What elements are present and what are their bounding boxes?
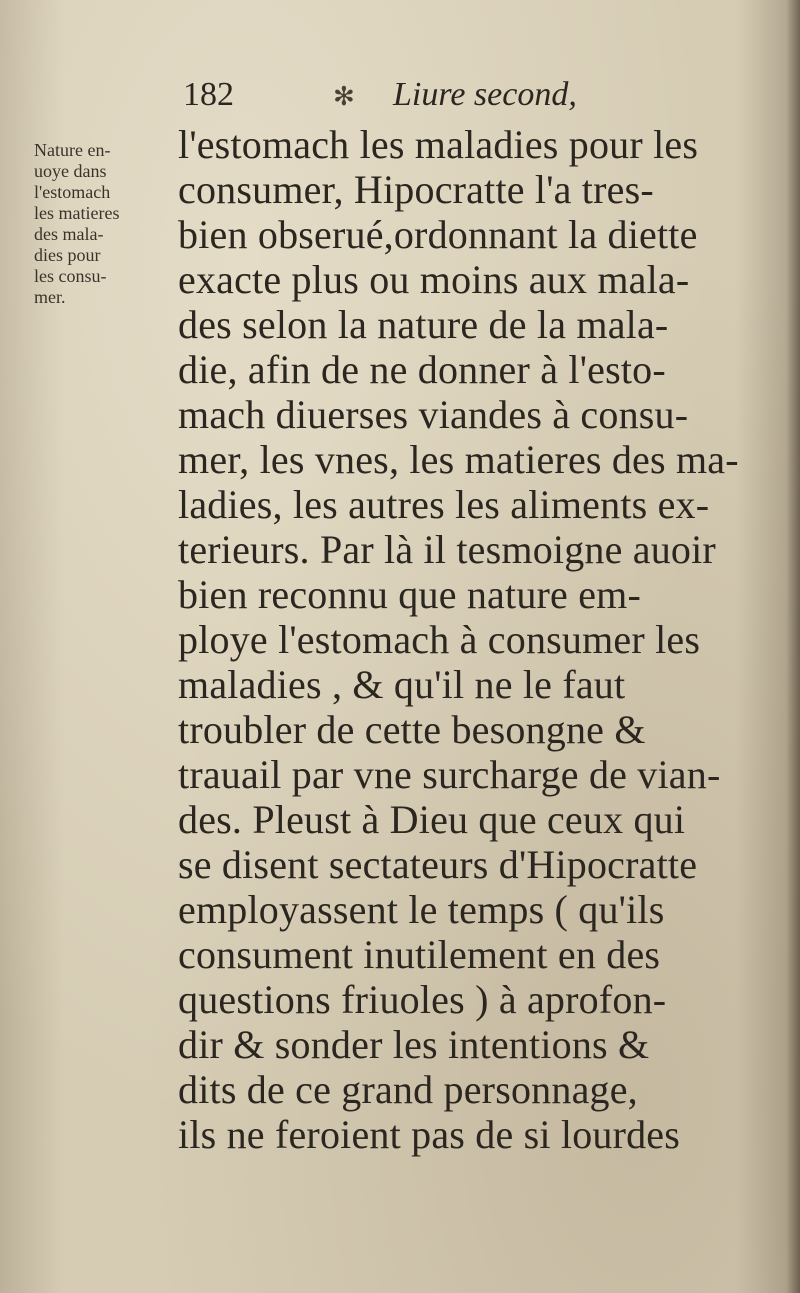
running-head [183, 72, 703, 116]
ornament-icon: ✻ [333, 82, 355, 112]
marginal-note [34, 140, 174, 308]
text-line: se disent sectateurs d'Hipocratte [178, 842, 698, 887]
text-line: des selon la nature de la mala- [178, 302, 669, 347]
marginal-note-line: Nature en- [34, 140, 111, 160]
marginal-note-line: des mala- [34, 224, 104, 244]
text-line: mach diuerses viandes à consu- [178, 392, 689, 437]
page-edge-shadow [786, 0, 800, 1293]
text-line: l'estomach les maladies pour les [178, 122, 699, 167]
text-line: trauail par vne surcharge de vian- [178, 752, 721, 797]
text-line: dir & sonder les intentions & [178, 1022, 650, 1067]
text-line: exacte plus ou moins aux mala- [178, 257, 690, 302]
text-line: die, afin de ne donner à l'esto- [178, 347, 666, 392]
text-line: questions friuoles ) à aprofon- [178, 977, 667, 1022]
text-line: ploye l'estomach à consumer les [178, 617, 701, 662]
body-text [178, 122, 738, 1157]
text-line: employassent le temps ( qu'ils [178, 887, 665, 932]
text-line: bien reconnu que nature em- [178, 572, 641, 617]
text-line: dits de ce grand personnage, [178, 1067, 638, 1112]
running-title: Liure second, [393, 76, 577, 113]
text-line: troubler de cette besongne & [178, 707, 646, 752]
text-line: mer, les vnes, les matieres des ma- [178, 437, 739, 482]
marginal-note-line: uoye dans [34, 161, 107, 181]
marginal-note-line: les matieres [34, 203, 120, 223]
text-line: consument inutilement en des [178, 932, 661, 977]
marginal-note-line: l'estomach [34, 182, 111, 202]
marginal-note-line: les consu- [34, 266, 107, 286]
text-line: consumer, Hipocratte l'a tres- [178, 167, 654, 212]
marginal-note-line: mer. [34, 287, 66, 307]
text-line: terieurs. Par là il tesmoigne auoir [178, 527, 716, 572]
text-line: maladies , & qu'il ne le faut [178, 662, 626, 707]
text-line: bien obserué,ordonnant la diette [178, 212, 698, 257]
page-number: 182 [183, 76, 234, 113]
text-line: ils ne feroient pas de si lourdes [178, 1112, 681, 1157]
text-line: des. Pleust à Dieu que ceux qui [178, 797, 686, 842]
marginal-note-line: dies pour [34, 245, 101, 265]
text-line: ladies, les autres les aliments ex- [178, 482, 710, 527]
